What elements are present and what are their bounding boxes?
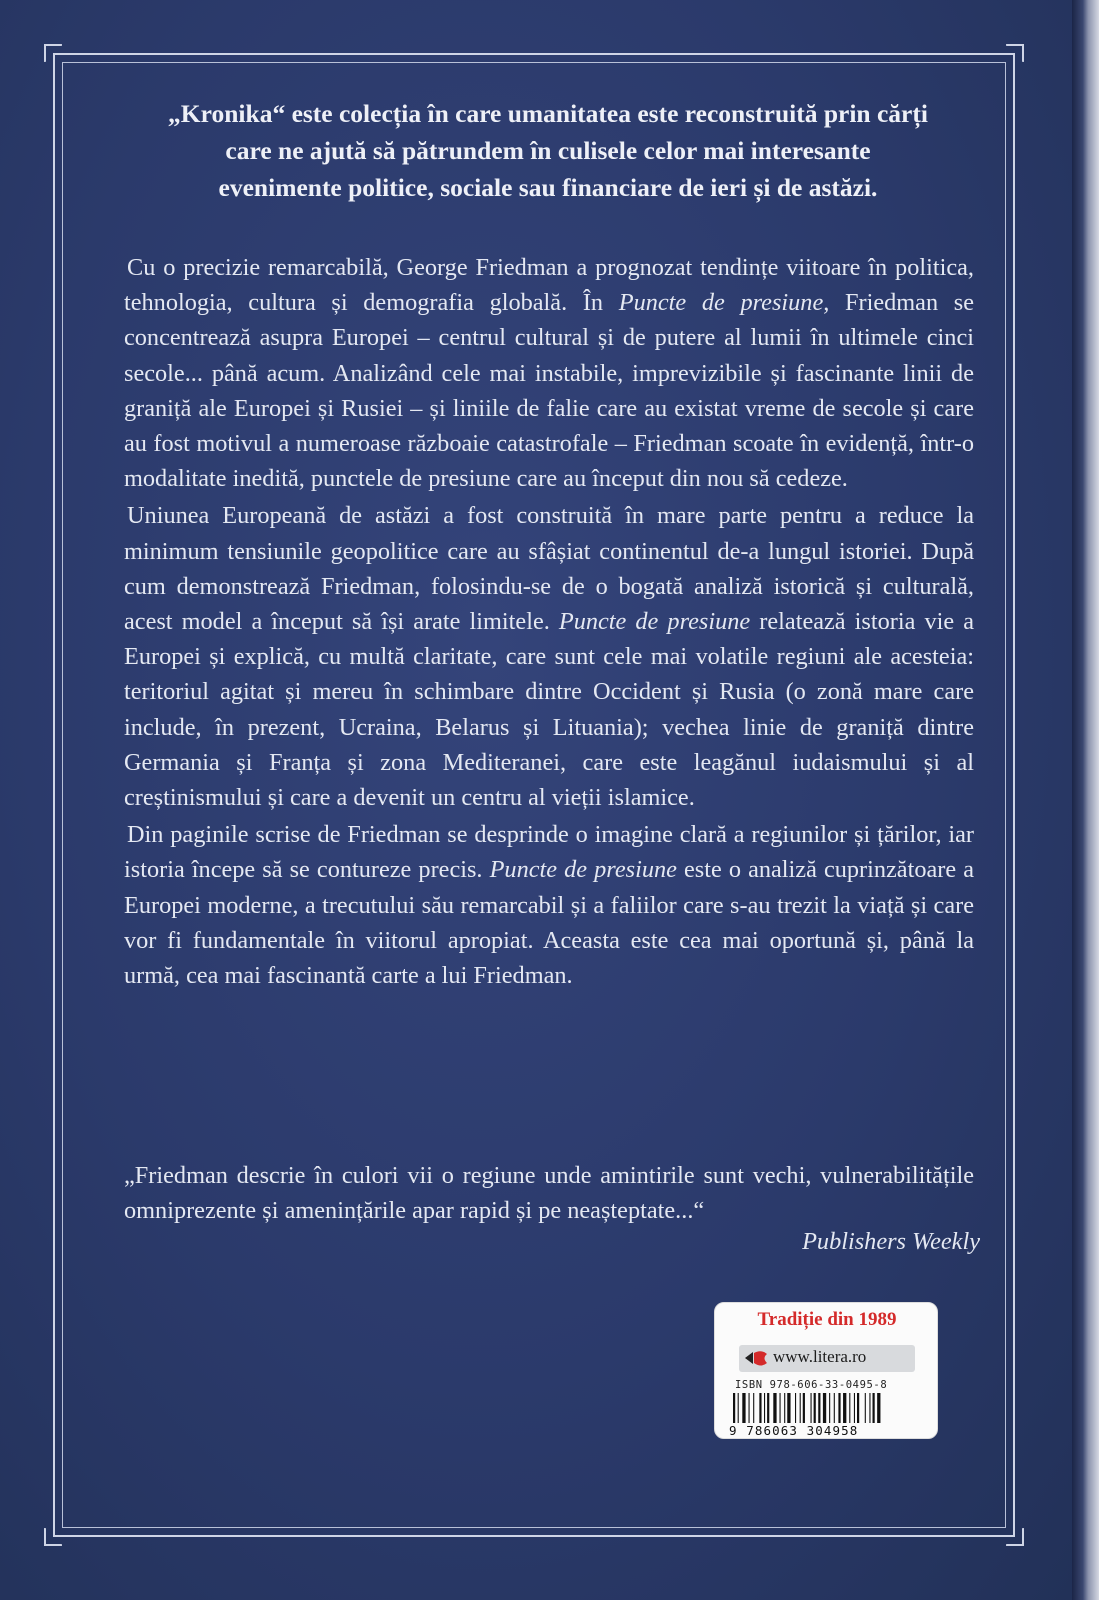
blurb	[124, 250, 974, 993]
blurb-paragraph	[124, 250, 974, 496]
intro-line: care ne ajută să pătrundem în culisele celor mai interesante	[225, 136, 871, 165]
text: Din paginile scrise de Friedman se desprinde o imagine clară a regiunilor și țărilor, iar istoria începe să se contureze precis.	[124, 821, 974, 884]
book-title: Puncte de presiune	[558, 608, 751, 636]
series-intro	[118, 95, 978, 206]
publisher-url-bar	[739, 1345, 915, 1372]
publisher-tagline: Tradiție din 1989	[757, 1309, 897, 1330]
publisher-url: www.litera.ro	[773, 1347, 867, 1366]
isbn-text: ISBN 978-606-33-0495-8	[735, 1379, 888, 1391]
text: Uniunea Europeană de astăzi a fost construită în mare parte pentru a reduce la minimum tensiunile geopolitice care au sfâșiat continentul de-a lungul istoriei. După cum demonstrează Friedman, folosindu-se de o bogată analiză istorică și culturală, acest model a început să își arate limitele.	[124, 502, 974, 636]
book-title: Puncte de presiune	[489, 856, 677, 884]
text: este o analiză cuprinzătoare a Europei moderne, a trecutului său remarcabil și a faliilor care s-au trezit la viață și care vor fi fundamentale în viitorul apropiat. Aceasta este cea mai oportună și, până la urmă, cea mai fascinantă carte a lui Friedman.	[124, 856, 975, 990]
blurb-paragraph	[124, 498, 974, 815]
publisher-logo-icon	[743, 1349, 769, 1368]
review-quote: „Friedman descrie în culori vii o regiune unde amintirile sunt vechi, vulnerabilitățile omniprezente și amenințările apar rapid și pe neașteptate...“	[124, 1162, 974, 1225]
text: Cu o precizie remarcabilă, George Friedman a prognozat tendințe viitoare în politica, tehnologia, cultura și demografia globală. În	[124, 254, 974, 317]
book-edge	[1072, 0, 1099, 1600]
barcode-digits: 9 786063 304958	[729, 1423, 859, 1438]
publisher-sticker	[714, 1302, 938, 1439]
book-title: Puncte de presiune,	[618, 289, 830, 317]
intro-line: evenimente politice, sociale sau financiare de ieri și de astăzi.	[218, 173, 878, 202]
blurb-paragraph	[124, 817, 974, 993]
text: Friedman se concentrează asupra Europei – centrul cultural și de putere al lumii în ultimele cinci secole... până acum. Analizând cele mai instabile, imprevizibile și fascinante linii de graniță ale Europei și Rusiei – și liniile de falie care au existat vreme de secole și care au fost motivul a numeroase războaie catastrofale – Friedman scoate în evidență, într-o modalitate inedită, punctele de presiune care au început din nou să cedeze.	[124, 289, 975, 493]
barcode	[733, 1393, 923, 1423]
intro-line: „Kronika“ este colecția în care umanitatea este reconstruită prin cărți	[168, 99, 928, 128]
quote-source: Publishers Weekly	[802, 1228, 980, 1255]
text: relatează istoria vie a Europei și explică, cu multă claritate, care sunt cele mai volatile regiuni ale acesteia: teritoriul agitat și mereu în schimbare dintre Occident și Rusia (o zonă mare care include, în prezent, Ucraina, Belarus și Lituania); vechea linie de graniță dintre Germania și Franța și zona Mediteranei, care este leagănul iudaismului și al creștinismului și care a devenit un centru al vieții islamice.	[124, 608, 974, 812]
